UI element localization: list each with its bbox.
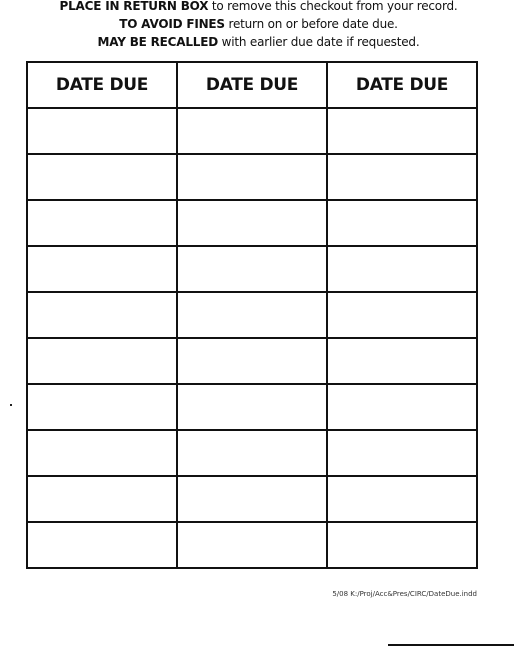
date-due-cell: [327, 338, 477, 384]
margin-mark: [10, 404, 12, 406]
date-due-cell: [27, 338, 177, 384]
instruction-line-avoid-fines: [0, 15, 517, 33]
date-due-cell: [27, 430, 177, 476]
instruction-bold-return-box: PLACE IN RETURN BOX: [59, 0, 209, 13]
table-row: [27, 476, 477, 522]
date-due-cell: [27, 154, 177, 200]
date-due-cell: [327, 108, 477, 154]
table-row: [27, 292, 477, 338]
date-due-header-col-1: DATE DUE: [27, 62, 177, 108]
date-due-cell: [27, 246, 177, 292]
table-row: [27, 108, 477, 154]
document-code: 5/08 K:/Proj/Acc&Pres/CIRC/DateDue.indd: [332, 590, 477, 598]
date-due-cell: [327, 476, 477, 522]
date-due-rows: [27, 108, 477, 568]
date-due-cell: [177, 292, 327, 338]
table-row: [27, 430, 477, 476]
date-due-header-col-2: DATE DUE: [177, 62, 327, 108]
date-due-cell: [327, 200, 477, 246]
date-due-cell: [177, 154, 327, 200]
instruction-line-return-box: [0, 0, 517, 15]
date-due-cell: [177, 522, 327, 568]
table-row: [27, 522, 477, 568]
date-due-cell: [177, 108, 327, 154]
date-due-header-col-3: DATE DUE: [327, 62, 477, 108]
date-due-cell: [27, 108, 177, 154]
instruction-bold-recalled: MAY BE RECALLED: [97, 35, 218, 49]
date-due-header-row: [27, 62, 477, 108]
date-due-cell: [27, 292, 177, 338]
bottom-rule: [388, 644, 514, 646]
return-instructions: [0, 0, 517, 51]
date-due-cell: [27, 384, 177, 430]
date-due-cell: [27, 522, 177, 568]
instruction-line-recalled: [0, 33, 517, 51]
table-row: [27, 246, 477, 292]
date-due-cell: [327, 292, 477, 338]
date-due-cell: [327, 522, 477, 568]
table-row: [27, 154, 477, 200]
date-due-cell: [327, 154, 477, 200]
date-due-cell: [327, 430, 477, 476]
date-due-cell: [327, 384, 477, 430]
table-row: [27, 338, 477, 384]
date-due-cell: [327, 246, 477, 292]
instruction-bold-avoid-fines: TO AVOID FINES: [119, 17, 225, 31]
date-due-cell: [177, 200, 327, 246]
date-due-cell: [177, 430, 327, 476]
table-row: [27, 384, 477, 430]
date-due-cell: [177, 384, 327, 430]
date-due-cell: [27, 476, 177, 522]
instruction-text-avoid-fines: return on or before date due.: [224, 17, 398, 31]
instruction-text-return-box: to remove this checkout from your record.: [208, 0, 458, 13]
date-due-cell: [177, 476, 327, 522]
table-row: [27, 200, 477, 246]
date-due-cell: [27, 200, 177, 246]
instruction-text-recalled: with earlier due date if requested.: [218, 35, 420, 49]
date-due-cell: [177, 246, 327, 292]
date-due-table: [26, 61, 478, 569]
date-due-cell: [177, 338, 327, 384]
